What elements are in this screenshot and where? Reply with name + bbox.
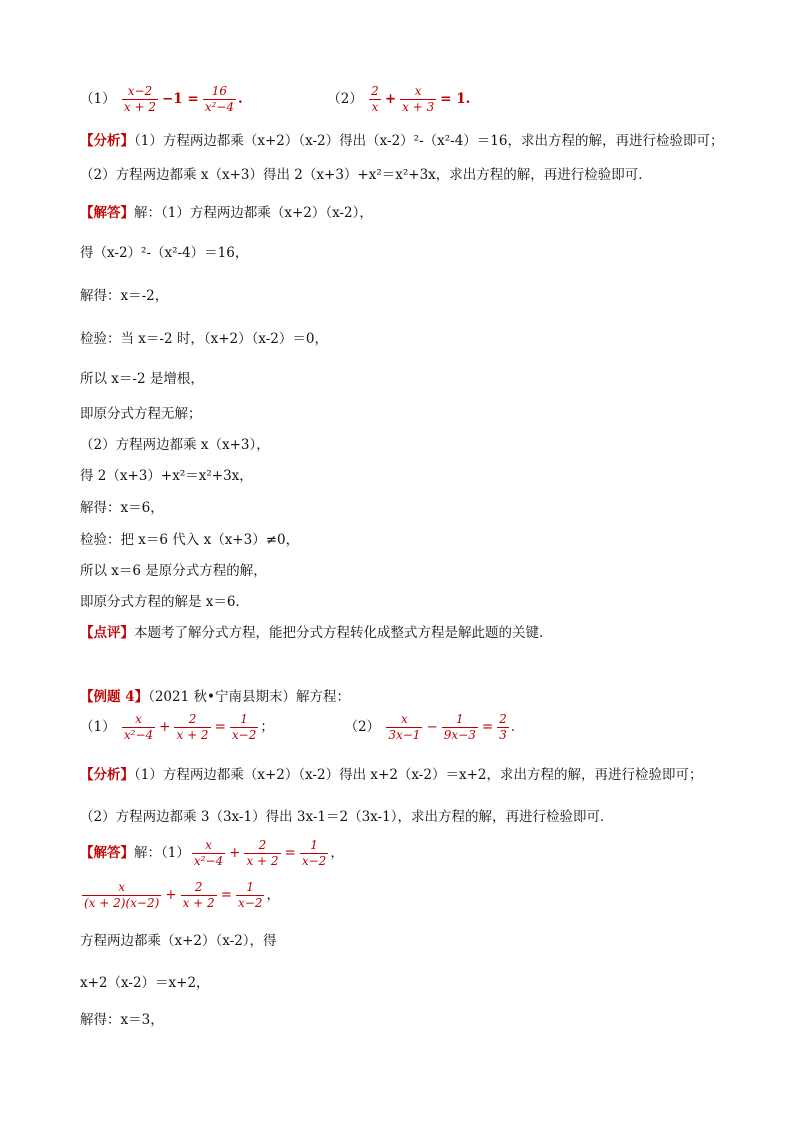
example-4-equations	[80, 712, 515, 743]
q1-end: .	[237, 91, 243, 107]
e2-equals: =	[481, 719, 494, 735]
step-line	[80, 405, 202, 423]
fraction-denominator: x + 2	[123, 100, 156, 114]
analysis-tag: 【分析】	[80, 133, 134, 149]
analysis-text: （2）方程两边都乘 3（3x-1）得出 3x-1＝2（3x-1），求出方程的解，再进行检验即可．	[80, 809, 614, 825]
k-fraction-3	[236, 880, 264, 911]
step-text: 解得：x＝3，	[80, 1012, 164, 1028]
fraction-numerator: 2	[499, 712, 507, 726]
step-text: （2）方程两边都乘 x（x+3），	[80, 437, 270, 453]
fraction-numerator: 2	[181, 880, 217, 896]
q1-fraction-1	[122, 84, 158, 115]
fraction-denominator: x²−4	[204, 100, 234, 114]
e2-fraction-2	[442, 712, 478, 743]
analysis-text: （1）方程两边都乘（x+2）（x-2）得出 x+2（x-2）＝x+2，求出方程的解，再进行检验即可；	[134, 767, 703, 783]
fraction-denominator: x + 2	[246, 854, 279, 868]
fraction-denominator: x + 2	[182, 896, 215, 910]
q1-fraction-2	[203, 84, 236, 115]
q2-label: （2）	[327, 91, 363, 107]
fraction-denominator: x²−4	[123, 728, 154, 742]
e2-fraction-3	[497, 712, 509, 743]
e1-fraction-2	[174, 712, 210, 743]
fraction-denominator: 3x−1	[388, 728, 421, 742]
fraction-denominator: x−2	[238, 896, 263, 910]
j4-fraction-1	[192, 838, 225, 869]
k-fraction-2	[181, 880, 217, 911]
q1-label: （1）	[80, 91, 116, 107]
fraction-numerator: x	[386, 712, 422, 728]
e1-label: （1）	[80, 719, 116, 735]
fraction-numerator: 2	[244, 838, 280, 854]
fraction-denominator: (x + 2)(x−2)	[84, 896, 160, 910]
step4-line	[80, 974, 210, 992]
q2-operator: +	[384, 91, 397, 107]
fraction-denominator: 9x−3	[443, 728, 476, 742]
step-line	[80, 330, 328, 348]
e2-operator: −	[426, 719, 438, 735]
analysis-text: （1）方程两边都乘（x+2）（x-2）得出（x-2）²-（x²-4）＝16，求出方程的解，再进行检验即可；	[134, 133, 724, 149]
step-text: 即原分式方程的解是 x＝6．	[80, 594, 249, 610]
fraction-numerator: 2	[371, 84, 379, 98]
step4-line	[80, 1011, 164, 1029]
k-equals: =	[220, 887, 232, 903]
answer-tag: 【解答】	[80, 845, 134, 861]
example-4-heading	[80, 688, 350, 706]
fraction-numerator: x	[82, 880, 161, 896]
fraction-denominator: x²−4	[193, 854, 224, 868]
analysis4-line-1	[80, 766, 702, 784]
e2-fraction-1	[386, 712, 422, 743]
q1-operator: −1 =	[161, 91, 199, 107]
step-line	[80, 562, 267, 580]
fraction-numerator: 1	[300, 838, 328, 854]
fraction-denominator: x−2	[301, 854, 327, 868]
answer-text: 解：（1）	[134, 845, 190, 861]
fraction-denominator: 3	[499, 728, 507, 742]
e1-end: ；	[260, 719, 274, 735]
fraction-numerator: x−2	[122, 84, 158, 100]
answer4-line-1	[80, 838, 344, 869]
analysis-text: （2）方程两边都乘 x（x+3）得出 2（x+3）+x²＝x²+3x，求出方程的解，再进行检验即可．	[80, 167, 652, 183]
step-text: 解得：x＝-2，	[80, 288, 169, 304]
fraction-numerator: 16	[203, 84, 236, 100]
q2-equals: = 1.	[440, 91, 471, 107]
fraction-numerator: 1	[236, 880, 264, 896]
answer-tag: 【解答】	[80, 205, 134, 221]
step-text: 所以 x＝6 是原分式方程的解，	[80, 563, 267, 579]
e1-equals: =	[214, 719, 226, 735]
step-text: 检验：把 x＝6 代入 x（x+3）≠0，	[80, 532, 300, 548]
step-text: 得 2（x+3）+x²＝x²+3x，	[80, 468, 253, 484]
step-line	[80, 499, 164, 517]
e2-end: .	[510, 719, 516, 735]
e1-fraction-1	[122, 712, 155, 743]
j4-equals: =	[284, 845, 296, 861]
step4-line	[80, 932, 277, 950]
k-end: ，	[266, 887, 280, 903]
example-text: （2021 秋•宁南县期末）解方程：	[148, 689, 350, 705]
j4-end: ，	[330, 845, 344, 861]
analysis-line-2	[80, 166, 652, 184]
answer-line-1	[80, 204, 373, 222]
fraction-numerator: 2	[174, 712, 210, 728]
example-tag: 【例题 4】	[80, 689, 149, 705]
answer4-line-2	[80, 880, 280, 911]
step-text: x+2（x-2）＝x+2，	[80, 975, 210, 991]
e1-operator: +	[159, 719, 171, 735]
fraction-denominator: x−2	[231, 728, 257, 742]
fraction-numerator: x	[400, 84, 436, 100]
comment-tag: 【点评】	[80, 625, 134, 641]
j4-fraction-2	[244, 838, 280, 869]
fraction-denominator: x + 2	[176, 728, 209, 742]
e2-label: （2）	[344, 719, 381, 735]
analysis4-line-2	[80, 808, 613, 826]
step-line	[80, 436, 270, 454]
step-text: 检验：当 x＝-2 时，（x+2）（x-2）＝0，	[80, 331, 328, 347]
step-text: 得（x-2）²-（x²-4）＝16，	[80, 245, 249, 261]
fraction-denominator: x	[371, 100, 379, 114]
j4-operator: +	[229, 845, 241, 861]
fraction-numerator: 1	[230, 712, 258, 728]
q2-fraction-1	[369, 84, 381, 115]
k-operator: +	[165, 887, 177, 903]
analysis-line-1	[80, 132, 723, 150]
fraction-numerator: x	[122, 712, 155, 728]
step-text: 所以 x＝-2 是增根，	[80, 371, 204, 387]
problem-line	[80, 84, 472, 115]
step-line	[80, 467, 253, 485]
comment-line	[80, 624, 553, 642]
step-line	[80, 287, 168, 305]
step-line	[80, 370, 204, 388]
analysis-tag: 【分析】	[80, 767, 134, 783]
step-text: 方程两边都乘（x+2）（x-2），得	[80, 933, 277, 949]
k-fraction-1	[82, 880, 161, 911]
fraction-numerator: x	[192, 838, 225, 854]
answer-text: 解：（1）方程两边都乘（x+2）（x-2），	[134, 205, 373, 221]
fraction-denominator: x + 3	[402, 100, 435, 114]
fraction-numerator: 1	[442, 712, 478, 728]
step-line	[80, 593, 249, 611]
step-line	[80, 244, 248, 262]
q2-fraction-2	[400, 84, 436, 115]
step-text: 即原分式方程无解；	[80, 406, 202, 422]
step-line	[80, 531, 299, 549]
e1-fraction-3	[230, 712, 258, 743]
comment-text: 本题考了解分式方程，能把分式方程转化成整式方程是解此题的关键．	[134, 625, 553, 641]
step-text: 解得：x＝6，	[80, 500, 164, 516]
j4-fraction-3	[300, 838, 328, 869]
